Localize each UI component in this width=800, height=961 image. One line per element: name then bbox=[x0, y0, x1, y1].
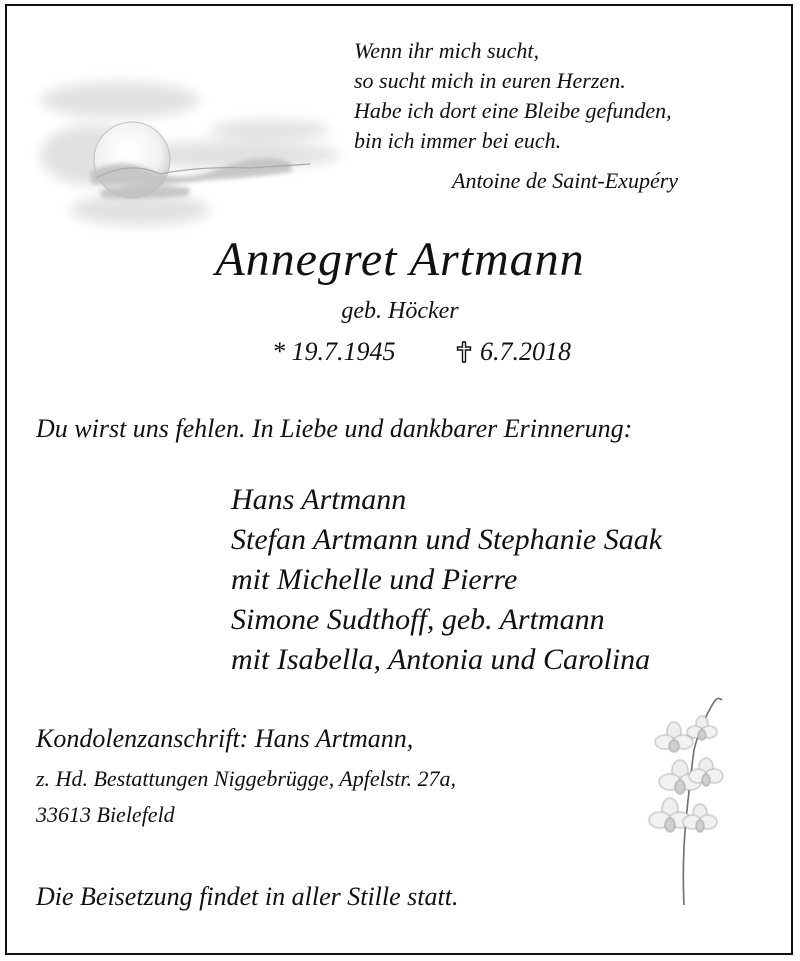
mourner-line: Simone Sudthoff, geb. Artmann bbox=[231, 603, 605, 636]
tribute-intro: Du wirst uns fehlen. In Liebe und dankbarer Erinnerung: bbox=[36, 414, 633, 443]
mourner-line: mit Michelle und Pierre bbox=[231, 563, 518, 596]
birth-date: * 19.7.1945 bbox=[272, 337, 396, 366]
poem bbox=[354, 36, 672, 156]
poem-line: so sucht mich in euren Herzen. bbox=[354, 68, 626, 93]
latin-cross-icon bbox=[456, 341, 472, 363]
condolence-address: z. Hd. Bestattungen Niggebrügge, Apfelstr. 27a, bbox=[36, 766, 457, 791]
mourner-line: mit Isabella, Antonia und Carolina bbox=[231, 643, 651, 676]
birth-name: geb. Höcker bbox=[341, 298, 459, 324]
deceased-name: Annegret Artmann bbox=[215, 233, 585, 286]
funeral-note: Die Beisetzung findet in aller Stille statt. bbox=[36, 882, 459, 911]
orchid-illustration bbox=[622, 690, 732, 905]
death-date: 6.7.2018 bbox=[480, 337, 571, 366]
poem-author: Antoine de Saint-Exupéry bbox=[452, 168, 679, 193]
moon-clouds-illustration bbox=[30, 60, 350, 250]
condolence-title: Kondolenzanschrift: Hans Artmann, bbox=[36, 724, 414, 753]
poem-line: Wenn ihr mich sucht, bbox=[354, 38, 539, 63]
death-date-line bbox=[456, 337, 571, 367]
mourner-line: Stefan Artmann und Stephanie Saak bbox=[231, 523, 663, 556]
mourner-line: Hans Artmann bbox=[231, 483, 407, 516]
mourners-list bbox=[231, 480, 662, 680]
poem-line: bin ich immer bei euch. bbox=[354, 128, 562, 153]
condolence-city: 33613 Bielefeld bbox=[36, 802, 175, 827]
poem-line: Habe ich dort eine Bleibe gefunden, bbox=[354, 98, 672, 123]
